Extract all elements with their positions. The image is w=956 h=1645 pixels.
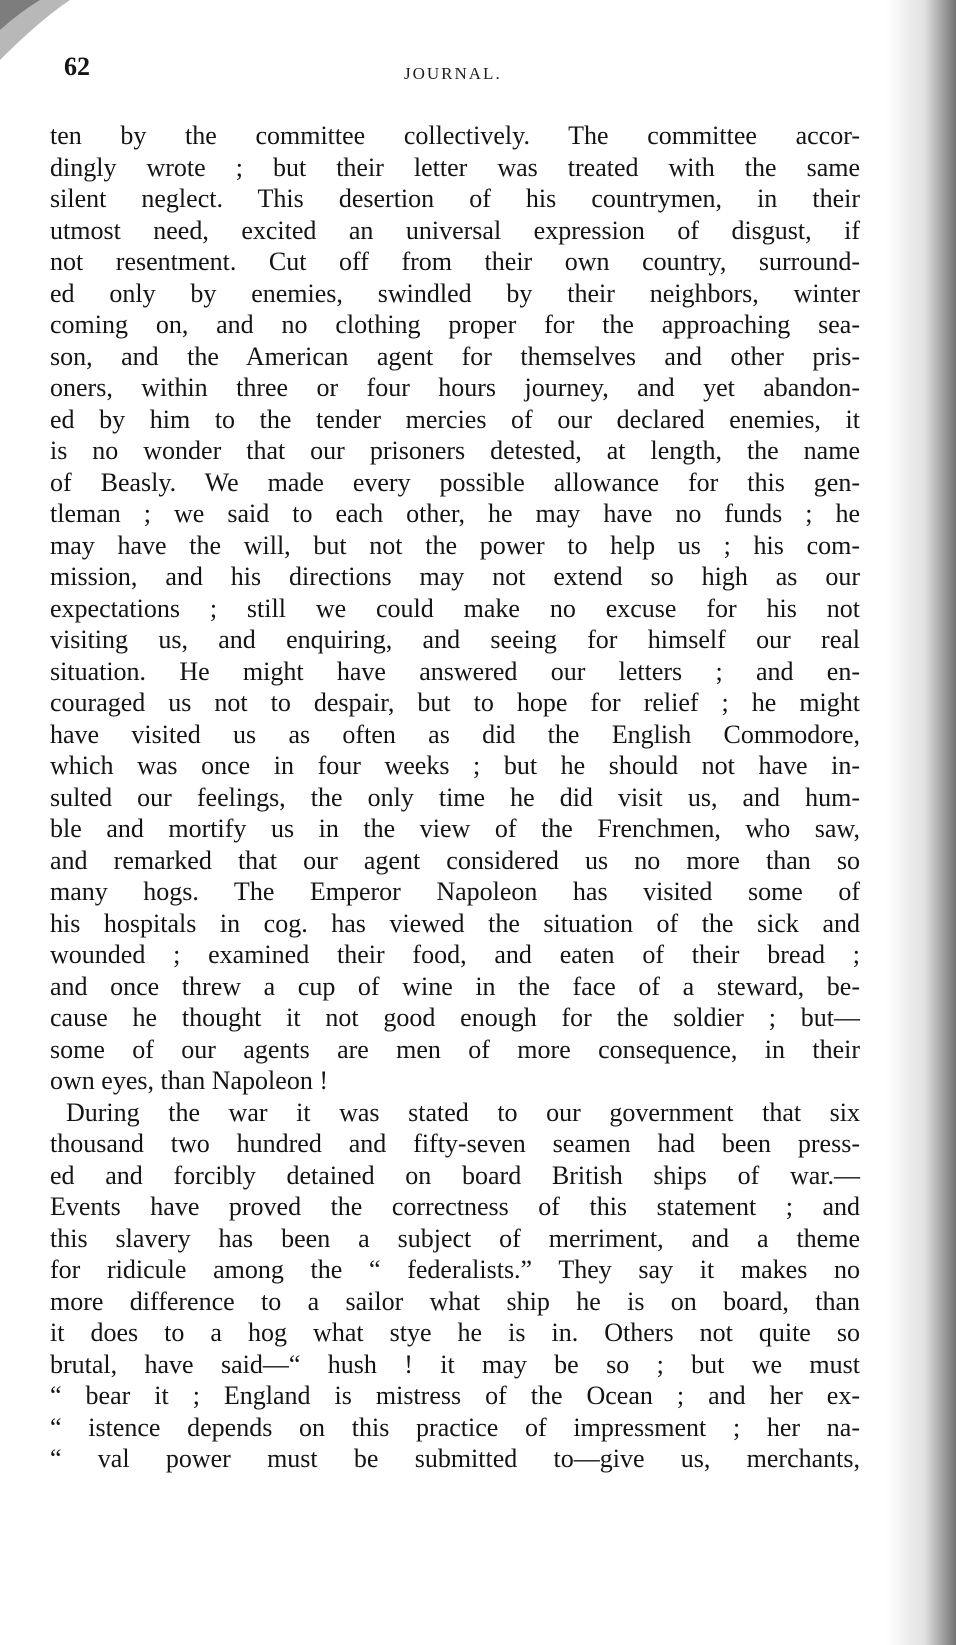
text-line: expectations ; still we could make no excuse for his not <box>50 593 860 623</box>
text-line: for ridicule among the “ federalists.” They say it makes no <box>50 1255 860 1284</box>
text-line: thousand two hundred and fifty-seven seamen had been press- <box>50 1129 860 1158</box>
text-line: wounded ; examined their food, and eaten of their bread ; <box>50 940 860 969</box>
text-line: “ val power must be submitted to—give us, merchants, <box>50 1444 860 1473</box>
text-line: mission, and his directions may not extend so high as our <box>50 562 860 591</box>
page-header <box>64 52 854 92</box>
text-line: and remarked that our agent considered us no more than so <box>50 845 860 875</box>
text-line: may have the will, but not the power to help us ; his com- <box>50 530 860 560</box>
text-line: it does to a hog what stye he is in. Others not quite so <box>50 1318 860 1347</box>
text-line: Events have proved the correctness of this statement ; and <box>50 1192 860 1221</box>
text-line: not resentment. Cut off from their own country, surround- <box>50 247 860 276</box>
text-line: utmost need, excited an universal expression of disgust, if <box>50 215 860 245</box>
text-line: ed and forcibly detained on board British ships of war.— <box>50 1160 860 1190</box>
text-line: is no wonder that our prisoners detested, at length, the name <box>50 436 860 465</box>
text-line: own eyes, than Napoleon ! <box>50 1066 328 1095</box>
text-line: brutal, have said—“ hush ! it may be so ; but we must <box>50 1349 860 1379</box>
text-line: of Beasly. We made every possible allowance for this gen- <box>50 467 860 497</box>
text-line: many hogs. The Emperor Napoleon has visited some of <box>50 877 860 906</box>
page-gutter-shadow <box>886 0 956 1645</box>
text-line: this slavery has been a subject of merriment, and a theme <box>50 1223 860 1253</box>
text-line: ed by him to the tender mercies of our declared enemies, it <box>50 404 860 434</box>
text-line: more difference to a sailor what ship he is on board, than <box>50 1286 860 1316</box>
text-line: ble and mortify us in the view of the Frenchmen, who saw, <box>50 814 860 843</box>
text-line: have visited us as often as did the English Commodore, <box>50 719 860 749</box>
page-number: 62 <box>64 52 90 81</box>
text-line: ten by the committee collectively. The committee accor- <box>50 121 860 150</box>
text-line: “ istence depends on this practice of impressment ; her na- <box>50 1412 860 1442</box>
text-line: “ bear it ; England is mistress of the Ocean ; and her ex- <box>50 1381 860 1410</box>
text-line: oners, within three or four hours journey, and yet abandon- <box>50 373 860 402</box>
text-line: couraged us not to despair, but to hope for relief ; he might <box>50 688 860 717</box>
text-line: sulted our feelings, the only time he did visit us, and hum- <box>50 782 860 812</box>
body-text <box>50 120 860 1475</box>
text-line: his hospitals in cog. has viewed the situation of the sick and <box>50 908 860 938</box>
text-line: tleman ; we said to each other, he may have no funds ; he <box>50 499 860 528</box>
text-line: silent neglect. This desertion of his countrymen, in their <box>50 184 860 213</box>
text-line: and once threw a cup of wine in the face of a steward, be- <box>50 971 860 1001</box>
text-line: visiting us, and enquiring, and seeing for himself our real <box>50 625 860 654</box>
running-head: JOURNAL. <box>404 64 502 83</box>
text-line: some of our agents are men of more consequence, in their <box>50 1034 860 1064</box>
text-line: son, and the American agent for themselves and other pris- <box>50 341 860 371</box>
text-line: ed only by enemies, swindled by their neighbors, winter <box>50 278 860 308</box>
text-line: situation. He might have answered our letters ; and en- <box>50 656 860 686</box>
text-line: dingly wrote ; but their letter was treated with the same <box>50 152 860 182</box>
text-line: cause he thought it not good enough for the soldier ; but— <box>50 1003 860 1032</box>
text-line: coming on, and no clothing proper for the approaching sea- <box>50 310 860 339</box>
text-line: which was once in four weeks ; but he should not have in- <box>50 751 860 780</box>
paragraph-start-line: During the war it was stated to our government that six <box>66 1097 860 1127</box>
